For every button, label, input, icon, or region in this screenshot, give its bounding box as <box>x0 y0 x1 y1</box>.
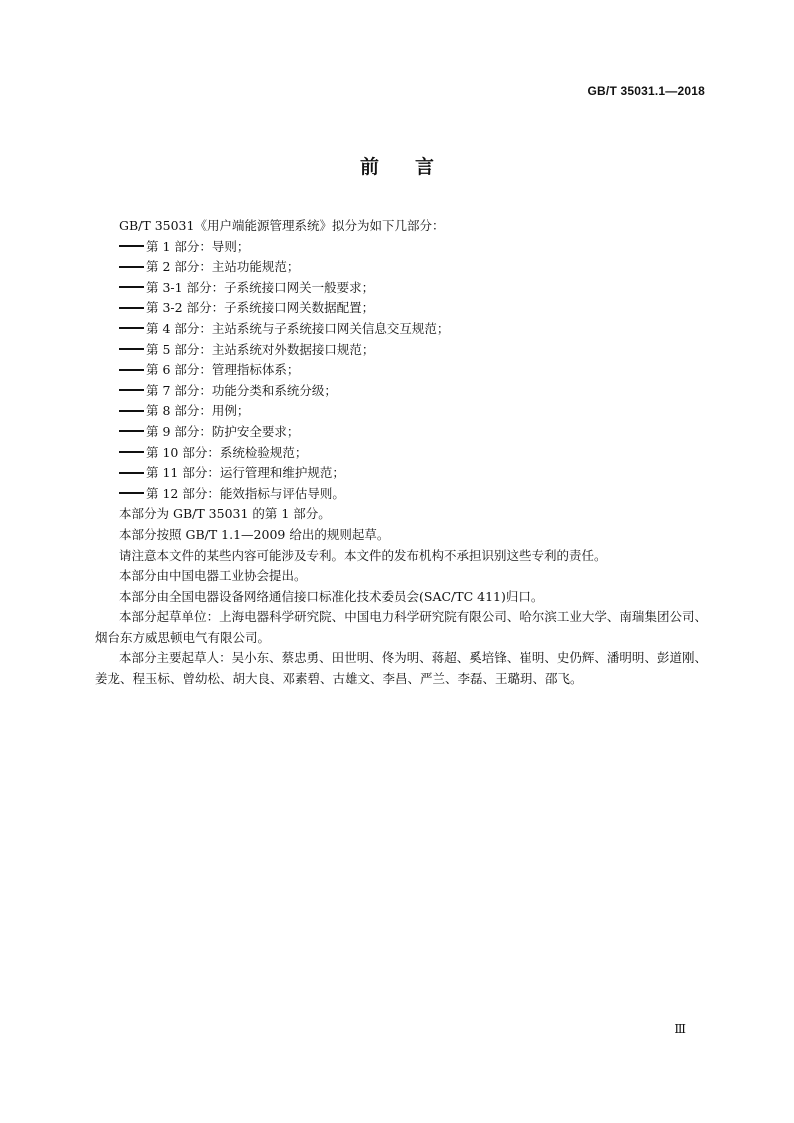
list-item <box>95 340 707 361</box>
list-item <box>95 298 707 319</box>
list-item <box>95 443 707 464</box>
scope-paragraph: 本部分为 GB/T 35031 的第 1 部分。 <box>119 506 331 522</box>
drafting-units-paragraph: 本部分起草单位：上海电器科学研究院、中国电力科学研究院有限公司、哈尔滨工业大学、南瑞集团公司、烟台东方威思顿电气有限公司。 <box>95 609 707 645</box>
list-item-text: 第 3-1 部分：子系统接口网关一般要求； <box>146 279 375 295</box>
list-item-text: 第 1 部分：导则； <box>146 238 250 254</box>
dash-mark <box>119 327 144 329</box>
list-item <box>95 381 707 402</box>
list-item <box>95 360 707 381</box>
list-item-text: 第 10 部分：系统检验规范； <box>146 444 308 460</box>
list-item-text: 第 8 部分：用例； <box>146 403 250 419</box>
list-item <box>95 422 707 443</box>
dash-mark <box>119 492 144 494</box>
dash-mark <box>119 410 144 412</box>
dash-mark <box>119 245 144 247</box>
drafting-rules-paragraph: 本部分按照 GB/T 1.1—2009 给出的规则起草。 <box>119 526 390 542</box>
dash-mark <box>119 451 144 453</box>
page-number: Ⅲ <box>674 1022 686 1036</box>
dash-mark <box>119 286 144 288</box>
list-item <box>95 278 707 299</box>
drafters-paragraph: 本部分主要起草人：吴小东、蔡忠勇、田世明、佟为明、蒋超、奚培锋、崔明、史仍辉、潘明明、彭道刚、姜龙、程玉标、曾幼松、胡大良、邓素碧、古雄文、李昌、严兰、李磊、王璐玥、邵飞。 <box>95 650 707 687</box>
committee-paragraph: 本部分由全国电器设备网络通信接口标准化技术委员会(SAC/TC 411)归口。 <box>119 588 544 604</box>
list-item-text: 第 3-2 部分：子系统接口网关数据配置； <box>146 300 375 316</box>
page-title: 前言 <box>359 156 470 178</box>
list-item-text: 第 2 部分：主站功能规范； <box>146 259 300 275</box>
list-item <box>95 463 707 484</box>
dash-mark <box>119 348 144 350</box>
list-item-text: 第 5 部分：主站系统对外数据接口规范； <box>146 341 375 357</box>
parts-list <box>95 237 707 505</box>
patent-notice-paragraph: 请注意本文件的某些内容可能涉及专利。本文件的发布机构不承担识别这些专利的责任。 <box>119 547 607 563</box>
list-item-text: 第 9 部分：防护安全要求； <box>146 423 300 439</box>
list-item-text: 第 4 部分：主站系统与子系统接口网关信息交互规范； <box>146 320 450 336</box>
list-item-text: 第 7 部分：功能分类和系统分级； <box>146 382 337 398</box>
list-item <box>95 484 707 505</box>
dash-mark <box>119 430 144 432</box>
list-item <box>95 319 707 340</box>
list-item <box>95 257 707 278</box>
list-item-text: 第 11 部分：运行管理和维护规范； <box>146 465 345 481</box>
dash-mark <box>119 369 144 371</box>
intro-paragraph: GB/T 35031《用户端能源管理系统》拟分为如下几部分： <box>119 218 445 233</box>
list-item <box>95 237 707 258</box>
dash-mark <box>119 307 144 309</box>
standard-code: GB/T 35031.1—2018 <box>587 84 705 98</box>
dash-mark <box>119 266 144 268</box>
list-item-text: 第 6 部分：管理指标体系； <box>146 362 300 378</box>
foreword-body <box>95 216 707 690</box>
dash-mark <box>119 472 144 474</box>
dash-mark <box>119 389 144 391</box>
list-item-text: 第 12 部分：能效指标与评估导则。 <box>146 485 345 501</box>
list-item <box>95 401 707 422</box>
proposer-paragraph: 本部分由中国电器工业协会提出。 <box>119 568 307 584</box>
